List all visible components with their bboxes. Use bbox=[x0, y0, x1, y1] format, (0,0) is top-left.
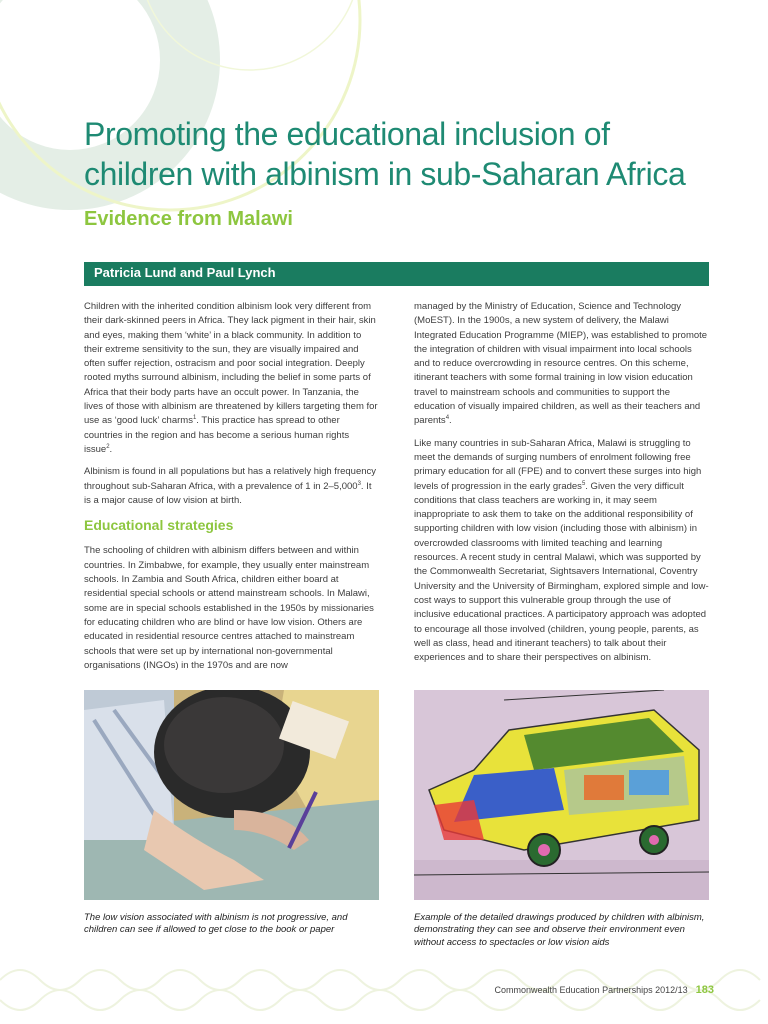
author-names: Patricia Lund and Paul Lynch bbox=[94, 265, 276, 280]
paragraph: Children with the inherited condition albinism look very different from their dark-skinned peers in Africa. They lack pigment in their hair, skin and eyes, making them ‘white’ in a black community. In addition to their extreme sensitivity to the sun, they are visually impaired and often suffer rejection, ostracism and poor social integration. Deeply rooted myths surround albinism, including the belief in some parts of Africa that their body parts have an occult power. In Tanzania, the lives of those with albinism are threatened by killers targeting them for use as ‘good luck’ charms$^1$. This practice has spread to other countries in the region and has become a serious human rights issue$^2$. bbox=[84, 301, 378, 455]
paragraph: Albinism is found in all populations but has a relatively high frequency throughout sub-Saharan Africa, with a prevalence of 1 in 2–5,000$^3$. It is a major cause of low vision at birth. bbox=[84, 466, 377, 506]
author-bar bbox=[84, 262, 709, 286]
paragraph: Like many countries in sub-Saharan Africa, Malawi is struggling to meet the demands of surging numbers of enrolment following free primary education for all (FPE) and to convert these surges into high levels of progression in the early grades$^5$. Given the very difficult conditions that class teachers are working in, it may seem inappropriate to ask them to take on the additional responsibility of supporting children with low vision (including those with albinism) in overcrowded classrooms with limited teaching and learning resources. A recent study in central Malawi, which was supported by the Commonwealth Secretariat, Sightsavers International, Coventry University and the University of Birmingham, explored simple and low-cost ways to support this vulnerable group through the use of inclusive educational practices. A participatory approach was adopted to encourage all those involved (children, young people, parents, as well as class, head and itinerant teachers) to talk about their experiences and to share their perspectives on albinism. bbox=[414, 437, 709, 664]
photo-caption-right: Example of the detailed drawings produced by children with albinism, demonstrating they can see and observe their environment even without access to spectacles or low vision aids bbox=[414, 911, 705, 948]
publication-name: Commonwealth Education Partnerships 2012/13 bbox=[494, 985, 688, 995]
paragraph: The schooling of children with albinism differs between and within countries. In Zimbabwe, for example, they usually enter mainstream schools. In Zambia and South Africa, children either board at residential special schools or attend mainstream schools. In Malawi, some are in special schools established in the 1950s by missionaries for educating children who are blind or have low vision. Others are educated in residential resource centres attached to mainstream schools that were set up by international non-governmental organisations (INGOs) in the 1970s and are now bbox=[84, 545, 374, 671]
text-column-right bbox=[414, 300, 709, 673]
section-heading: Educational strategies bbox=[84, 517, 234, 534]
page-footer bbox=[495, 984, 714, 996]
paragraph: managed by the Ministry of Education, Science and Technology (MoEST). In the 1900s, a new system of delivery, the Malawi Integrated Education Programme (MIEP), was established to promote the integration of children with visual impairment into local schools and to reduce overcrowding in resource centres. On this scheme, itinerant teachers with some formal training in low vision education travel to mainstream schools and communities to support the education of visually impaired children, as well as their teachers and parents$^4$. bbox=[414, 301, 708, 427]
page-number: 183 bbox=[695, 984, 714, 996]
text-column-left bbox=[84, 300, 379, 681]
photo-child-writing bbox=[84, 690, 379, 900]
article-title: Promoting the educational inclusion of children with albinism in sub-Saharan Africa bbox=[84, 116, 686, 192]
photo-vehicle-drawing bbox=[414, 690, 709, 900]
article-subtitle: Evidence from Malawi bbox=[84, 208, 293, 230]
photo-caption-left: The low vision associated with albinism is not progressive, and children can see if allowed to get close to the book or paper bbox=[84, 911, 348, 935]
